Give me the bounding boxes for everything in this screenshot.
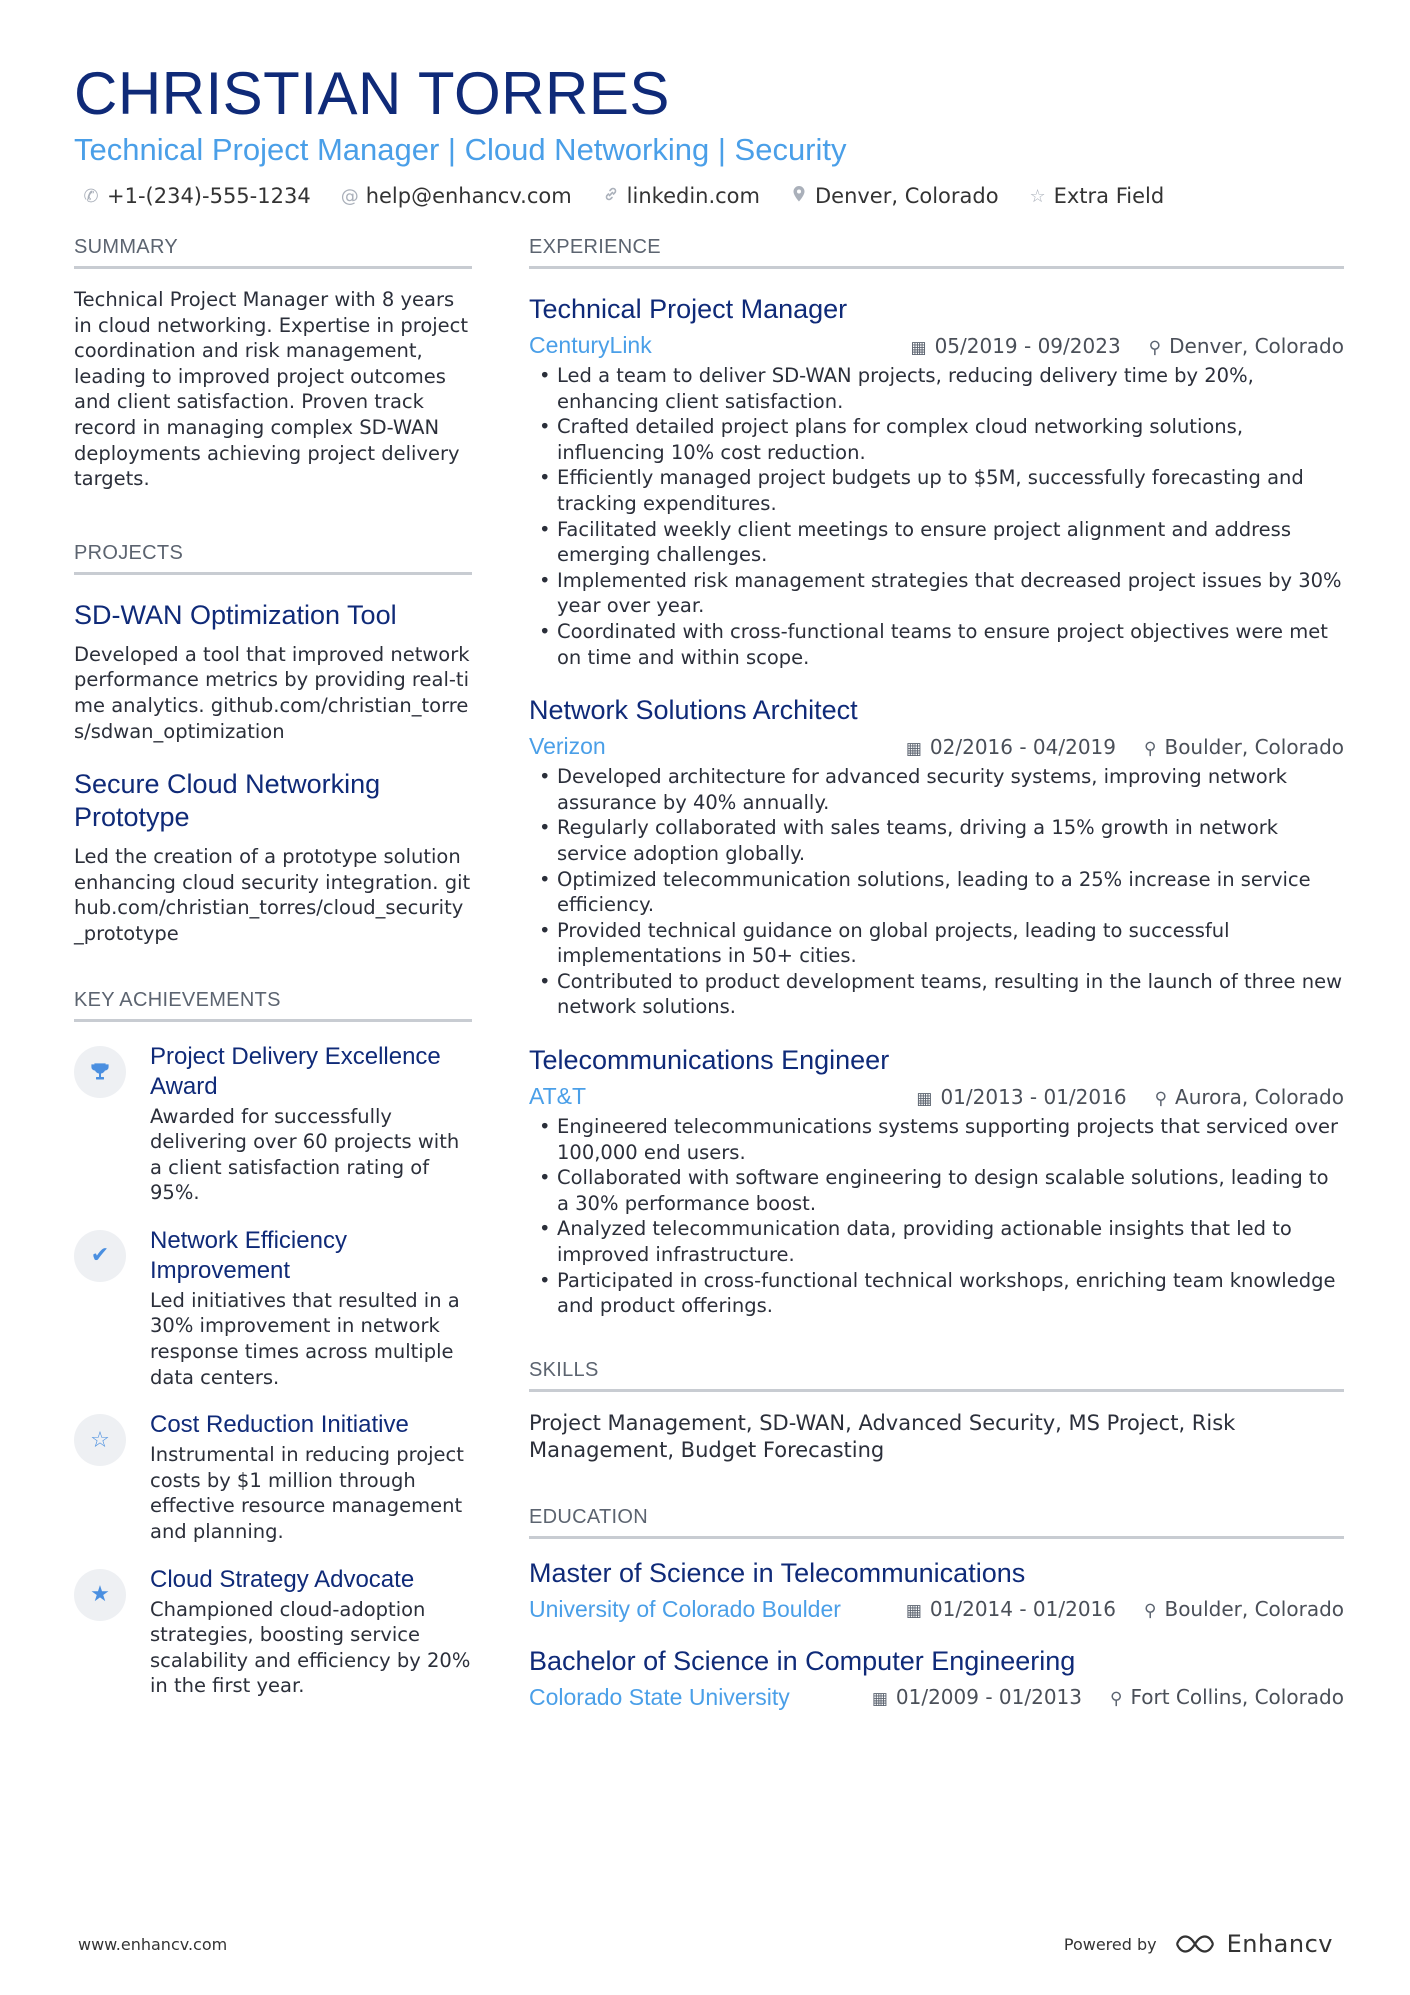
contact-email[interactable]: [341, 184, 572, 208]
achievements-heading: KEY ACHIEVEMENTS: [74, 989, 472, 1022]
footer-website[interactable]: www.enhancv.com: [78, 1934, 228, 1954]
calendar-icon: ▦: [905, 1601, 922, 1622]
achievement-item: [74, 1226, 472, 1390]
star-icon: ★: [74, 1569, 126, 1621]
at-icon: @: [340, 185, 359, 207]
projects-section: [74, 542, 472, 947]
candidate-title: Technical Project Manager | Cloud Networking | Security: [74, 132, 847, 167]
bullet-item: • Analyzed telecommunication data, providing actionable insights that led to improved infrastructure.: [529, 1216, 1344, 1267]
summary-heading: SUMMARY: [74, 236, 472, 269]
job-bullets: [529, 363, 1344, 670]
bullet-item: • Coordinated with cross-functional teams to ensure project objectives were met on time and within scope.: [529, 619, 1344, 670]
company-name: Verizon: [529, 733, 606, 760]
dates-text: 02/2016 - 04/2019: [929, 734, 1117, 759]
education-dates: [872, 1685, 1082, 1709]
enhancv-logo-icon: [1173, 1933, 1217, 1955]
powered-by-text: Powered by: [1063, 1934, 1157, 1954]
enhancv-logo[interactable]: [1173, 1930, 1333, 1958]
education-location: [1110, 1685, 1344, 1709]
star-outline-icon: ☆: [74, 1414, 126, 1466]
project-link[interactable]: github.com/christian_torres/cloud_security_prototype: [74, 870, 471, 945]
company-name: CenturyLink: [529, 332, 652, 358]
calendar-icon: ▦: [916, 1088, 933, 1109]
bullet-item: • Regularly collaborated with sales teams, driving a 15% growth in network service adoption globally.: [529, 815, 1344, 866]
education-entry: [529, 1557, 1344, 1623]
email-text[interactable]: help@enhancv.com: [365, 184, 572, 208]
project-title: SD-WAN Optimization Tool: [74, 599, 397, 630]
job-meta: [529, 1083, 1344, 1110]
link-icon: [602, 186, 620, 207]
bullet-item: • Facilitated weekly client meetings to ensure project alignment and address emerging challenges.: [529, 517, 1344, 568]
achievements-section: [74, 989, 472, 1700]
location-text: Boulder, Colorado: [1164, 1597, 1344, 1622]
projects-heading: PROJECTS: [74, 542, 472, 575]
achievement-title: Cost Reduction Initiative: [150, 1411, 409, 1439]
education-meta-right: [906, 1597, 1344, 1621]
achievement-item: [74, 1410, 472, 1544]
job-dates: [906, 735, 1116, 759]
contact-phone: [82, 184, 311, 208]
linkedin-text[interactable]: linkedin.com: [626, 184, 760, 208]
job-meta: [529, 733, 1344, 760]
bullet-item: • Collaborated with software engineering to design scalable solutions, leading to a 30% performance boost.: [529, 1165, 1344, 1216]
skills-text: Project Management, SD-WAN, Advanced Security, MS Project, Risk Management, Budget Forecasting: [529, 1410, 1236, 1462]
bullet-item: • Participated in cross-functional technical workshops, enriching team knowledge and product offerings.: [529, 1268, 1344, 1319]
project-description: [74, 844, 472, 946]
location-pin-icon: ⚲: [1144, 738, 1157, 759]
phone-text: +1-(234)-555-1234: [107, 184, 311, 208]
school-name: University of Colorado Boulder: [529, 1595, 841, 1622]
dates-text: 05/2019 - 09/2023: [934, 333, 1121, 358]
job-entry: [529, 1044, 1344, 1319]
calendar-icon: ▦: [905, 738, 922, 759]
calendar-icon: ▦: [910, 337, 927, 358]
education-entry: [529, 1645, 1344, 1711]
contact-linkedin[interactable]: [602, 184, 760, 208]
location-text: Boulder, Colorado: [1164, 734, 1344, 759]
achievement-description: Instrumental in reducing project costs by $1 million through effective resource management and planning.: [150, 1443, 464, 1544]
project-desc-text: Developed a tool that improved network performance metrics by providing real-time analytics.: [74, 642, 470, 717]
achievement-title: Project Delivery Excellence Award: [150, 1042, 441, 1100]
project-link[interactable]: github.com/christian_torres/sdwan_optimization: [74, 693, 469, 743]
job-location: [1144, 735, 1344, 759]
education-heading: EDUCATION: [529, 1506, 1344, 1539]
location-pin-icon: ⚲: [1154, 1088, 1168, 1109]
candidate-name: CHRISTIAN TORRES: [74, 60, 670, 127]
location-pin-icon: ⚲: [1110, 1689, 1123, 1710]
education-meta-right: [872, 1685, 1344, 1709]
bullet-item: • Crafted detailed project plans for complex cloud networking solutions, influencing 10% cost reduction.: [529, 414, 1344, 465]
location-text: Fort Collins, Colorado: [1130, 1685, 1344, 1710]
star-icon: ☆: [1029, 185, 1046, 207]
bullet-item: • Optimized telecommunication solutions, leading to a 25% increase in service efficiency.: [529, 867, 1344, 918]
job-location: [1155, 1085, 1344, 1109]
page-footer: [78, 1930, 1333, 1958]
project-item: [74, 599, 472, 744]
degree-title: Master of Science in Telecommunications: [529, 1557, 1026, 1588]
summary-text: Technical Project Manager with 8 years in cloud networking. Expertise in project coordination and risk management, leading to improved project outcomes and client satisfaction. Proven track record in managing complex SD-WAN deployments achieving project delivery targets.: [74, 288, 469, 491]
contact-bar: [74, 184, 1354, 208]
achievement-item: [74, 1565, 472, 1699]
school-name: Colorado State University: [529, 1683, 790, 1710]
skills-section: [529, 1359, 1344, 1464]
checkmark-icon: ✔: [74, 1230, 126, 1282]
location-text: Aurora, Colorado: [1175, 1084, 1344, 1109]
calendar-icon: ▦: [871, 1689, 888, 1710]
achievement-title: Network Efficiency Improvement: [150, 1226, 347, 1284]
dates-text: 01/2009 - 01/2013: [895, 1685, 1082, 1710]
project-title: Secure Cloud Networking Prototype: [74, 769, 381, 833]
job-title: Technical Project Manager: [529, 294, 848, 324]
achievement-description: Championed cloud-adoption strategies, boosting service scalability and efficiency by 20% in the first year.: [150, 1597, 471, 1698]
achievement-item: [74, 1042, 472, 1206]
job-dates: [911, 334, 1121, 358]
education-dates: [906, 1597, 1116, 1621]
bullet-item: • Provided technical guidance on global projects, leading to successful implementations in 50+ cities.: [529, 918, 1344, 969]
job-title: Network Solutions Architect: [529, 695, 858, 726]
education-meta: [529, 1684, 1344, 1711]
achievement-title: Cloud Strategy Advocate: [150, 1565, 415, 1593]
job-title: Telecommunications Engineer: [529, 1045, 890, 1076]
achievement-description: Led initiatives that resulted in a 30% improvement in network response times across multiple data centers.: [150, 1288, 460, 1389]
job-meta-right: [916, 1085, 1344, 1109]
bullet-item: • Led a team to deliver SD-WAN projects, reducing delivery time by 20%, enhancing client satisfaction.: [529, 363, 1344, 414]
job-bullets: [529, 764, 1344, 1020]
job-entry: [529, 694, 1344, 1020]
bullet-item: • Efficiently managed project budgets up to $5M, successfully forecasting and tracking expenditures.: [529, 465, 1344, 516]
job-meta-right: [911, 334, 1345, 358]
job-meta: [529, 332, 1344, 359]
extra-field-text: Extra Field: [1053, 184, 1165, 208]
job-entry: [529, 293, 1344, 670]
project-item: [74, 768, 472, 946]
dates-text: 01/2013 - 01/2016: [940, 1084, 1127, 1109]
experience-heading: EXPERIENCE: [529, 236, 1344, 269]
bullet-item: • Engineered telecommunications systems supporting projects that serviced over 100,000 end users.: [529, 1114, 1344, 1165]
education-section: [529, 1506, 1344, 1711]
bullet-item: • Developed architecture for advanced security systems, improving network assurance by 40% annually.: [529, 764, 1344, 815]
location-text: Denver, Colorado: [814, 184, 999, 208]
job-dates: [916, 1085, 1126, 1109]
company-name: AT&T: [529, 1083, 587, 1110]
brand-text: Enhancv: [1226, 1930, 1333, 1958]
powered-by: [1064, 1930, 1333, 1958]
education-location: [1144, 1597, 1344, 1621]
dates-text: 01/2014 - 01/2016: [929, 1597, 1117, 1622]
bullet-item: • Contributed to product development teams, resulting in the launch of three new network solutions.: [529, 969, 1344, 1020]
location-pin-icon: ⚲: [1144, 1601, 1157, 1622]
bullet-item: • Implemented risk management strategies that decreased project issues by 30% year over year.: [529, 568, 1344, 619]
trophy-icon: [74, 1046, 126, 1098]
location-pin-icon: ⚲: [1148, 337, 1162, 358]
degree-title: Bachelor of Science in Computer Engineering: [529, 1645, 1076, 1676]
skills-heading: SKILLS: [529, 1359, 1344, 1392]
contact-location: [790, 184, 999, 208]
right-column: [529, 236, 1344, 1711]
job-meta-right: [906, 735, 1344, 759]
phone-icon: ✆: [83, 185, 99, 207]
resume-header: [74, 60, 1354, 208]
left-column: [74, 236, 472, 1699]
achievement-description: Awarded for successfully delivering over 60 projects with a client satisfaction rating of 95%.: [150, 1104, 460, 1205]
location-text: Denver, Colorado: [1169, 333, 1344, 358]
location-pin-icon: [790, 185, 808, 208]
contact-extra: [1029, 184, 1165, 208]
job-location: [1149, 334, 1344, 358]
education-meta: [529, 1596, 1344, 1623]
project-desc-text: Led the creation of a prototype solution enhancing cloud security integration.: [74, 845, 461, 894]
job-bullets: [529, 1114, 1344, 1319]
project-description: [74, 642, 472, 744]
